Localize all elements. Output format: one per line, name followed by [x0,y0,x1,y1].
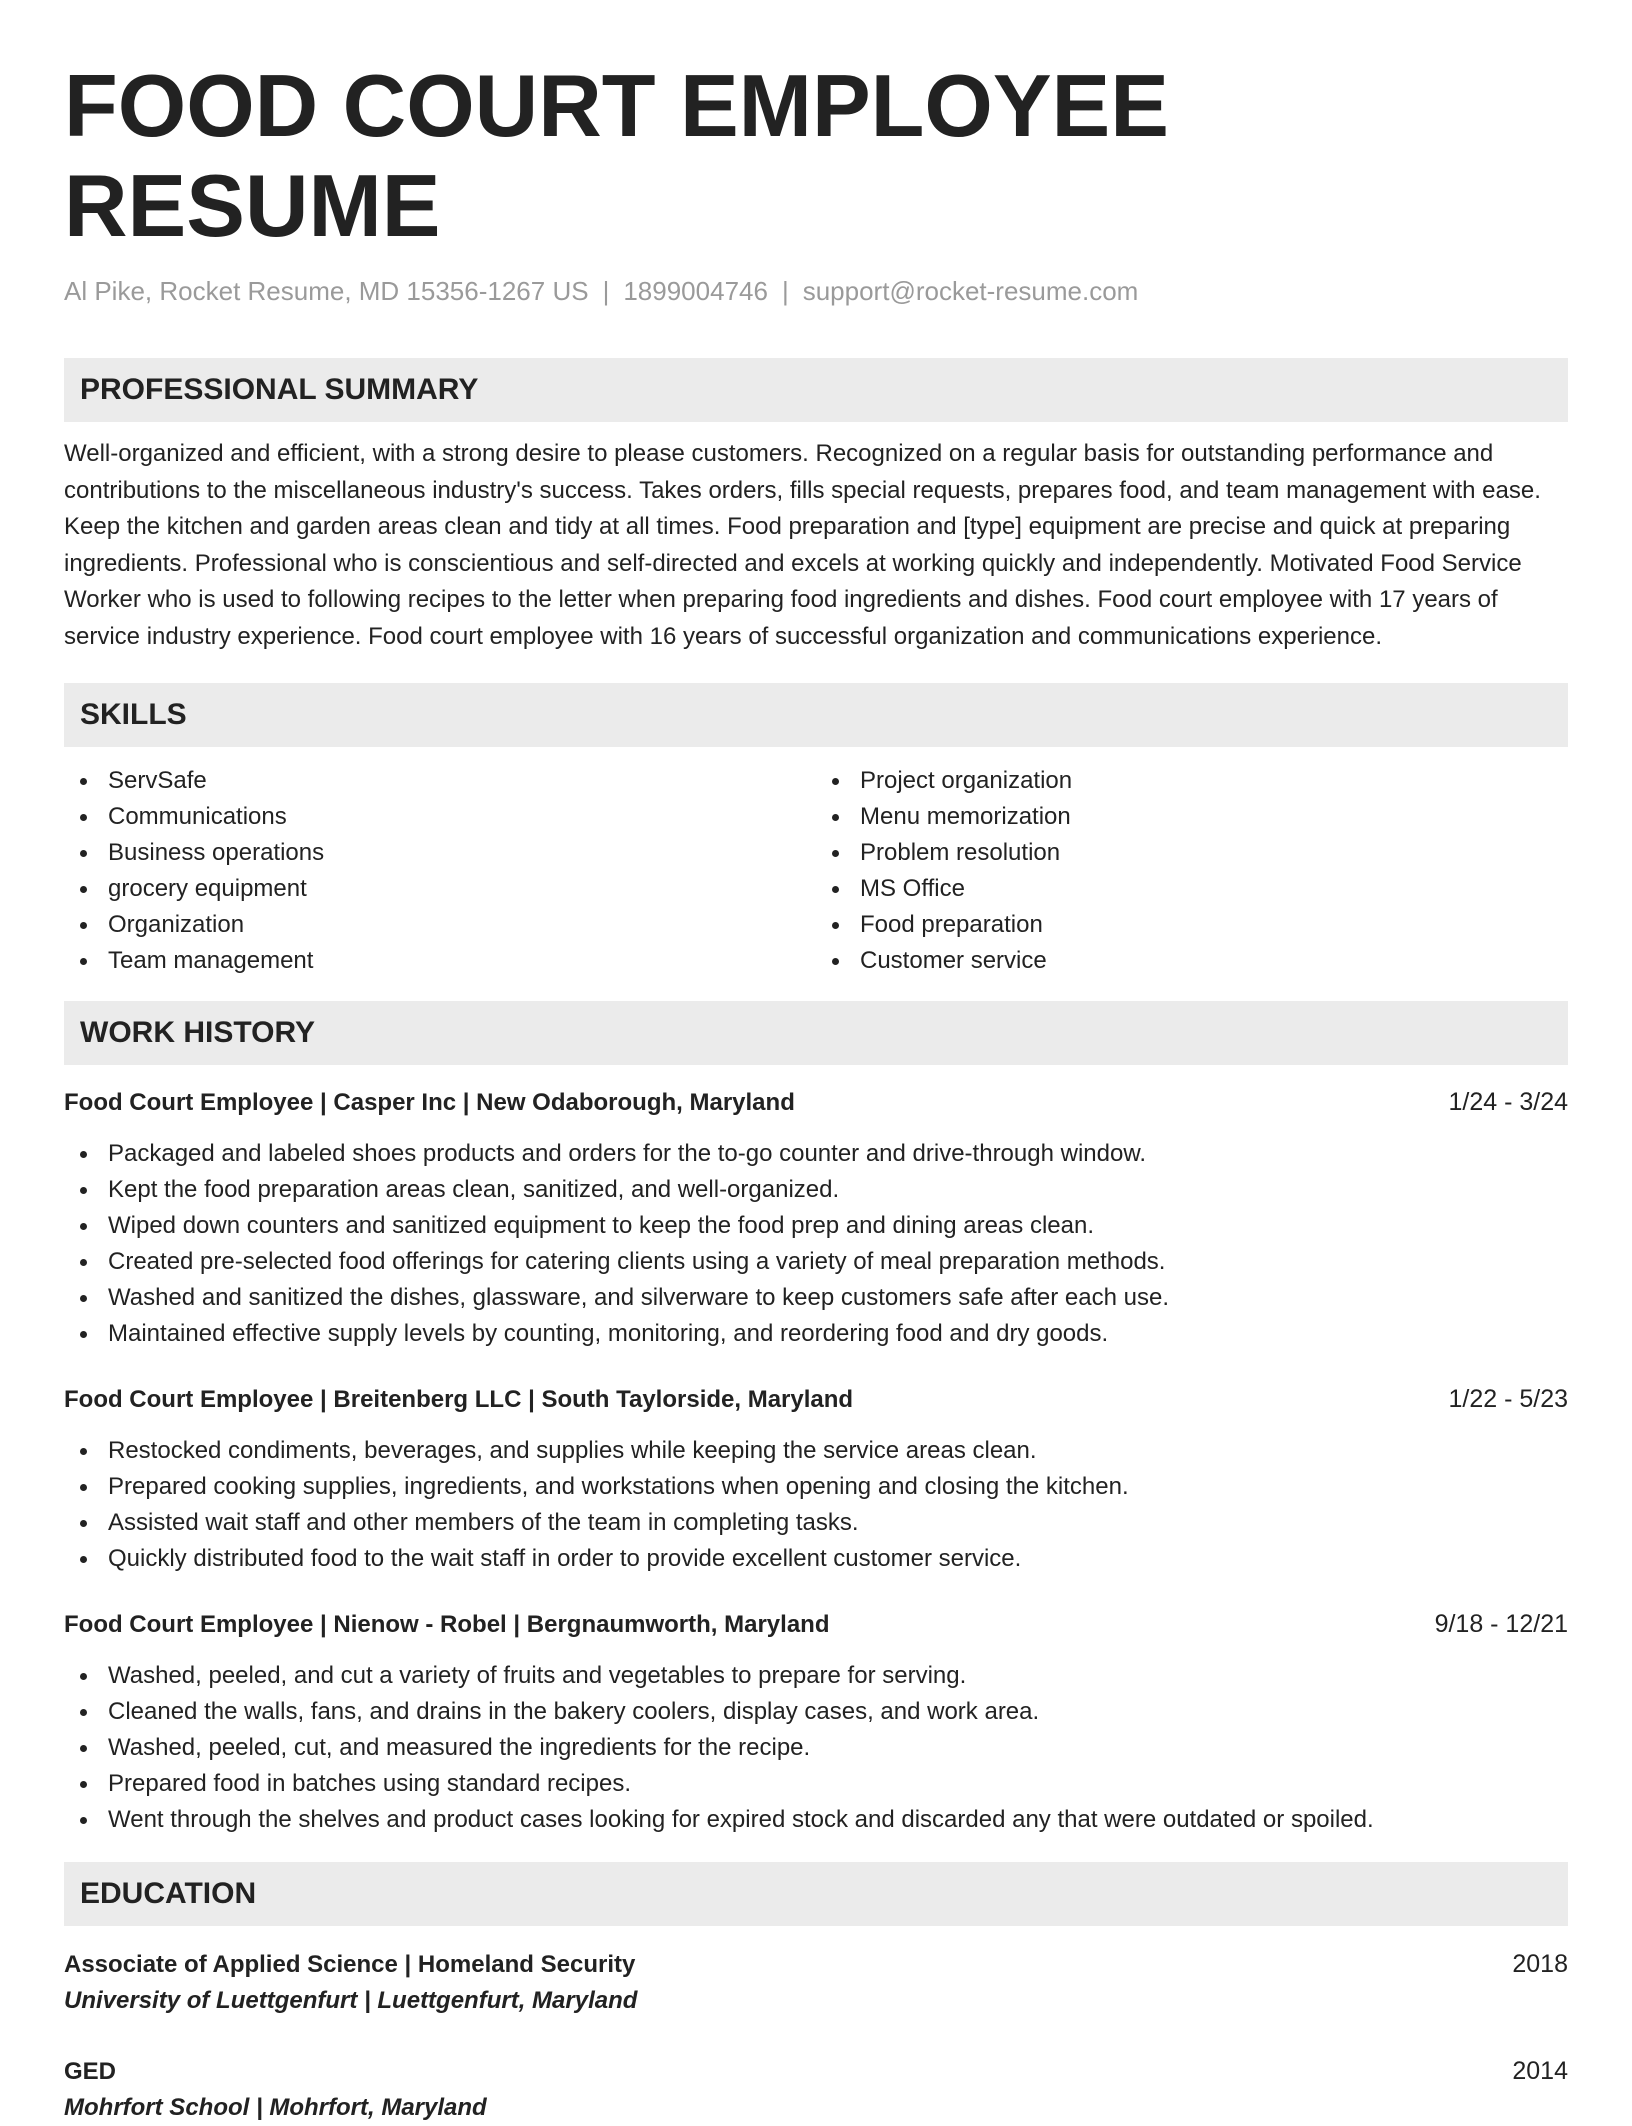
education-row [64,1946,1568,1983]
job-bullets [64,1136,1568,1352]
section-header-summary: PROFESSIONAL SUMMARY [64,358,1568,422]
job-bullets [64,1658,1568,1838]
job-bullet: Maintained effective supply levels by counting, monitoring, and reordering food and dry goods. [64,1316,1568,1352]
skill-item: Communications [64,799,816,835]
job-title-row [64,1382,1568,1417]
job-bullet: Washed, peeled, cut, and measured the ingredients for the recipe. [64,1730,1568,1766]
contact-address: Al Pike, Rocket Resume, MD 15356-1267 US [64,276,589,306]
skill-item: Business operations [64,835,816,871]
contact-phone: 1899004746 [623,276,768,306]
job-bullet: Assisted wait staff and other members of the team in completing tasks. [64,1505,1568,1541]
skill-item: MS Office [816,871,1568,907]
job-title: Food Court Employee | Casper Inc | New Odaborough, Maryland [64,1089,795,1116]
job-bullet: Prepared food in batches using standard recipes. [64,1766,1568,1802]
education-degree: Associate of Applied Science | Homeland Security [64,1951,636,1978]
job-bullet: Washed and sanitized the dishes, glassware, and silverware to keep customers safe after each use. [64,1280,1568,1316]
job-entry [64,1382,1568,1577]
skill-item: ServSafe [64,763,816,799]
job-title-row [64,1085,1568,1120]
education-row [64,2053,1568,2090]
skill-item: Team management [64,943,816,979]
job-dates: 1/24 - 3/24 [1448,1088,1568,1116]
contact-separator: | [781,276,789,306]
skill-item: Customer service [816,943,1568,979]
job-bullet: Quickly distributed food to the wait staff in order to provide excellent customer service. [64,1541,1568,1577]
education-school: University of Luettgenfurt | Luettgenfurt, Maryland [64,1987,638,2014]
section-header-skills: SKILLS [64,683,1568,747]
job-bullet: Kept the food preparation areas clean, sanitized, and well-organized. [64,1172,1568,1208]
section-header-education: EDUCATION [64,1862,1568,1926]
skill-item: Problem resolution [816,835,1568,871]
job-title: Food Court Employee | Nienow - Robel | Bergnaumworth, Maryland [64,1611,830,1638]
job-dates: 1/22 - 5/23 [1448,1385,1568,1413]
education-entry [64,2053,1568,2126]
job-title-row [64,1607,1568,1642]
job-bullet: Packaged and labeled shoes products and orders for the to-go counter and drive-through window. [64,1136,1568,1172]
job-bullet: Prepared cooking supplies, ingredients, and workstations when opening and closing the kitchen. [64,1469,1568,1505]
education-year: 2018 [1512,1950,1568,1978]
skill-item: grocery equipment [64,871,816,907]
job-bullet: Cleaned the walls, fans, and drains in the bakery coolers, display cases, and work area. [64,1694,1568,1730]
skills-grid [64,763,1568,979]
job-title: Food Court Employee | Breitenberg LLC | South Taylorside, Maryland [64,1386,854,1413]
skill-item: Project organization [816,763,1568,799]
job-entry [64,1085,1568,1352]
job-bullet: Washed, peeled, and cut a variety of fruits and vegetables to prepare for serving. [64,1658,1568,1694]
education-school: Mohrfort School | Mohrfort, Maryland [64,2094,487,2121]
education-entry [64,1946,1568,2019]
job-bullets [64,1433,1568,1577]
skills-column-left [64,763,816,979]
job-bullet: Wiped down counters and sanitized equipment to keep the food prep and dining areas clean. [64,1208,1568,1244]
skills-column-right [816,763,1568,979]
skill-item: Menu memorization [816,799,1568,835]
contact-separator: | [602,276,610,306]
section-header-work-history: WORK HISTORY [64,1001,1568,1065]
job-bullet: Restocked condiments, beverages, and supplies while keeping the service areas clean. [64,1433,1568,1469]
job-bullet: Created pre-selected food offerings for catering clients using a variety of meal preparation methods. [64,1244,1568,1280]
summary-text: Well-organized and efficient, with a strong desire to please customers. Recognized on a regular basis for outstanding performance and contributions to the miscellaneous industry's success. Takes orders, fills special requests, prepares food, and team management with ease. Keep the kitchen and garden areas clean and tidy at all times. Food preparation and [type] equipment are precise and quick at preparing ingredients. Professional who is conscientious and self-directed and excels at working quickly and independently. Motivated Food Service Worker who is used to following recipes to the letter when preparing food ingredients and dishes. Food court employee with 17 years of service industry experience. Food court employee with 16 years of successful organization and communications experience. [64,440,1541,650]
skill-item: Organization [64,907,816,943]
job-dates: 9/18 - 12/21 [1434,1610,1568,1638]
skill-item: Food preparation [816,907,1568,943]
job-entry [64,1607,1568,1838]
contact-email: support@rocket-resume.com [802,276,1139,306]
education-year: 2014 [1512,2057,1568,2085]
job-bullet: Went through the shelves and product cases looking for expired stock and discarded any that were outdated or spoiled. [64,1802,1568,1838]
contact-line [64,274,1568,308]
education-degree: GED [64,2058,117,2085]
resume-title: FOOD COURT EMPLOYEE RESUME [64,56,1169,255]
